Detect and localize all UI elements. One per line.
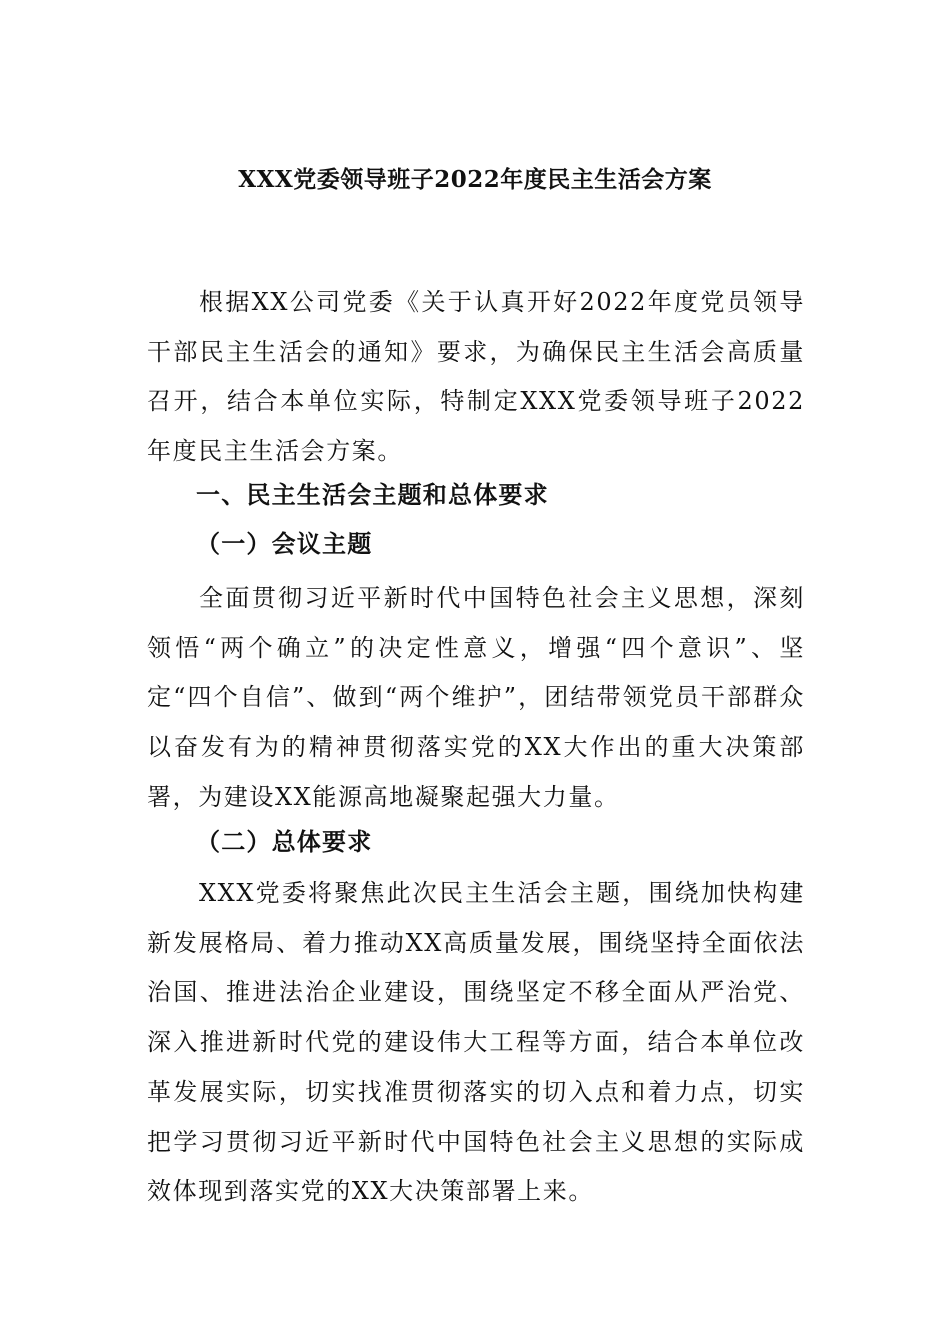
meeting-theme-paragraph: 全面贯彻习近平新时代中国特色社会主义思想，深刻领悟“两个确立”的决定性意义，增强“四个意识”、坚定“四个自信”、做到“两个维护”，团结带领党员干部群众以奋发有为的精神贯彻落实党的XX大作出的重大决策部署，为建设XX能源高地凝聚起强大力量。 xyxy=(147,584,805,811)
subsection-heading-overall-requirements: （二）总体要求 xyxy=(196,827,373,856)
overall-requirements-paragraph: XXX党委将聚焦此次民主生活会主题，围绕加快构建新发展格局、着力推动XX高质量发展，围绕坚持全面依法治国、推进法治企业建设，围绕坚定不移全面从严治党、深入推进新时代党的建设伟大工程等方面，结合本单位改革发展实际，切实找准贯彻落实的切入点和着力点，切实把学习贯彻习近平新时代中国特色社会主义思想的实际成效体现到落实党的XX大决策部署上来。 xyxy=(147,879,805,1206)
intro-paragraph: 根据XX公司党委《关于认真开好2022年度党员领导干部民主生活会的通知》要求，为确保民主生活会高质量召开，结合本单位实际，特制定XXX党委领导班子2022年度民主生活会方案。 xyxy=(147,288,805,466)
subsection-heading-meeting-theme: （一）会议主题 xyxy=(196,529,373,558)
document-title: XXX党委领导班子2022年度民主生活会方案 xyxy=(238,166,712,193)
section-heading-1: 一、民主生活会主题和总体要求 xyxy=(196,480,549,509)
